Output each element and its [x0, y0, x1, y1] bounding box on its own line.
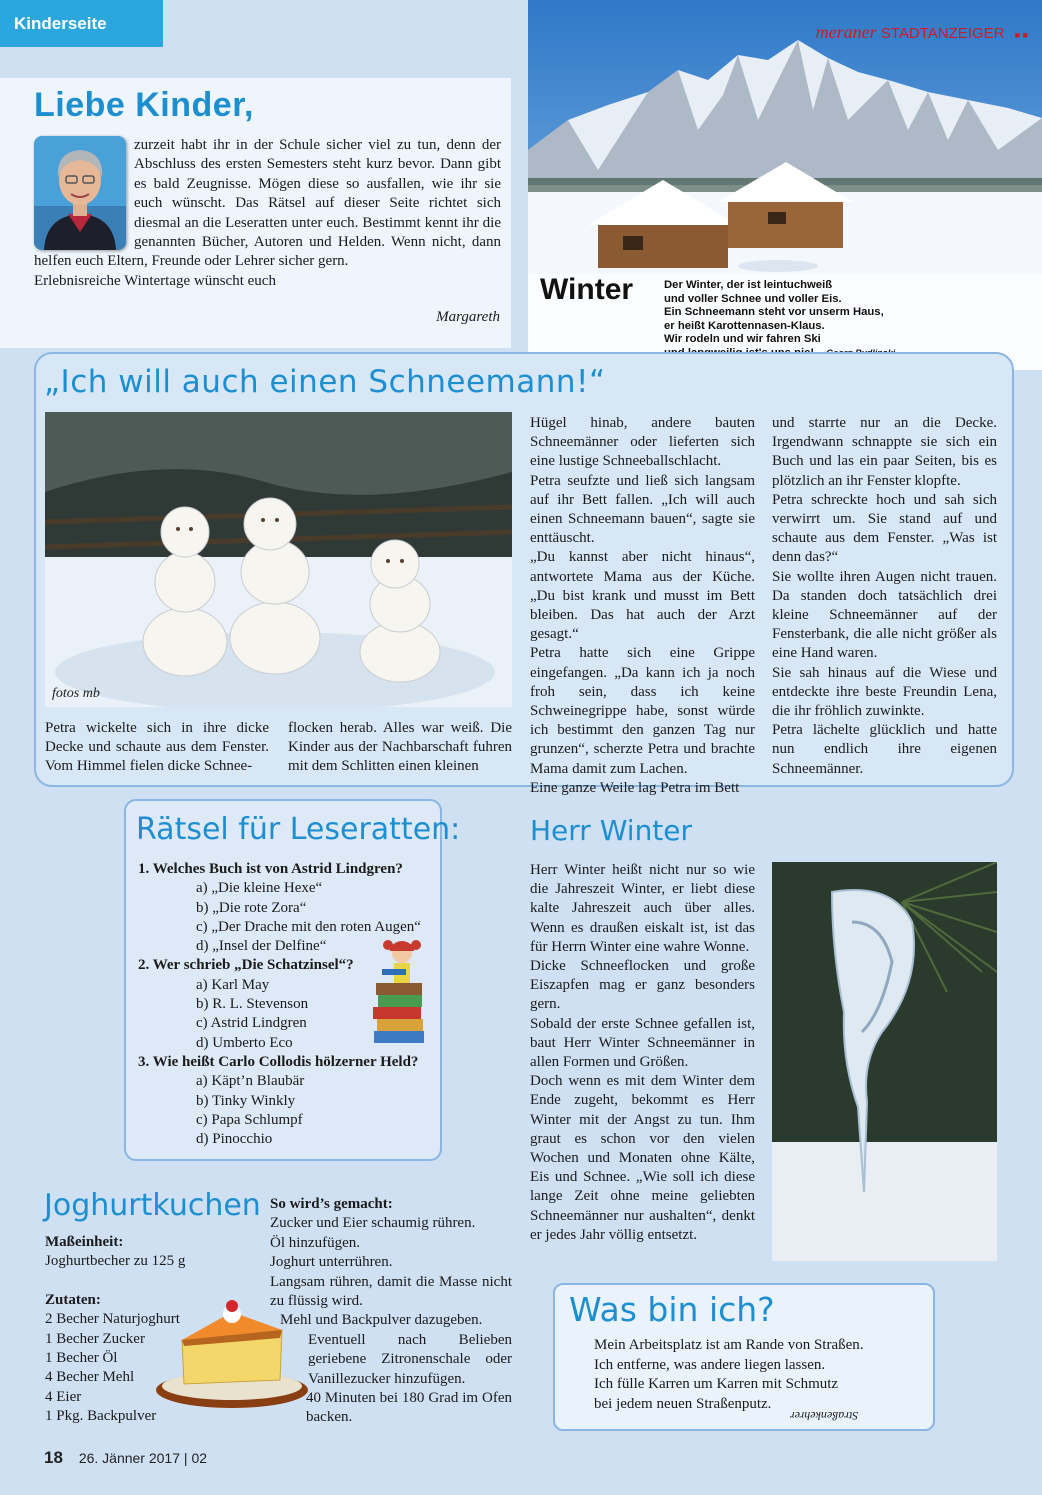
photo-credit: fotos mb [52, 686, 100, 701]
recipe-steps-label: So wird’s gemacht: [270, 1196, 393, 1212]
masthead-part1: meraner [815, 22, 877, 42]
story-paragraph: „Du kannst aber nicht hinaus“, antwortete Mama aus der Küche. „Du bist krank und musst im Bett bleiben. Das hat auch der Arzt gesagt.“ [530, 549, 755, 643]
herr-winter-text [530, 861, 755, 1245]
ingredient-item: 1 Pkg. Backpulver [45, 1408, 157, 1425]
page-number: 18 [44, 1448, 63, 1467]
herr-winter-title: Herr Winter [530, 814, 693, 847]
quiz-answer: c) Astrid Lindgren [196, 1015, 307, 1032]
quiz-answer: a) Karl May [196, 976, 270, 993]
recipe-unit-value: Joghurtbecher zu 125 g [45, 1253, 186, 1270]
quiz-answer: b) Tinky Winkly [196, 1092, 296, 1109]
recipe-ingredients-label: Zutaten: [45, 1291, 101, 1308]
story-paragraph: und starrte nur an die Decke. Irgendwann schnappte sie sich ein Buch und las ein paar Seiten, bis es plötzlich an ihr Fenster klopfte. [772, 415, 997, 489]
story-paragraph: Petra lächelte glücklich und hatte nun endlich ihre eigenen Schneemänner. [772, 722, 997, 777]
riddle-title: Was bin ich? [569, 1290, 775, 1329]
issue-number: 02 [191, 1450, 208, 1466]
quiz-answer: a) Käpt’n Blaubär [196, 1073, 305, 1090]
story-paragraph: Hügel hinab, andere bauten Schneemänner oder lieferten sich eine lustige Schneeballschlacht. [530, 415, 755, 470]
intro-text: zurzeit habt ihr in der Schule sicher viel zu tun, denn der Abschluss des ersten Semesters steht kurz bevor. Dann gibt es bald Zeugnisse. Mögen diese so ausfallen, wie ihr sie euch wünscht. Das Rätsel auf dieser Seite richtet sich diesmal an die Leseratten unter euch. Bestimmt kennt ihr die genannten Bücher, Autoren und Helden. Wenn nicht, dann helfen euch Eltern, Freunde oder Lehrer sicher gern. [34, 137, 501, 270]
herr-winter-paragraph: Herr Winter heißt nicht nur so wie die Jahreszeit Winter, er liebt diese kalte Jahreszeit auch über alles. Wenn es draußen eiskalt ist, ist das für Herrn Winter eine wahre Wonne. [530, 862, 755, 955]
story-column-4 [772, 414, 997, 779]
quiz-question: 3. Wie heißt Carlo Collodis hölzerner Held? [138, 1053, 419, 1070]
quiz-answer: d) Pinocchio [196, 1131, 273, 1148]
riddle-line: bei jedem neuen Straßenputz. [594, 1395, 772, 1412]
story-column-1: Petra wickelte sich in ihre dicke Decke und schaute aus dem Fenster. Vom Himmel fielen dicke Schnee- [45, 720, 269, 775]
ingredient-item: 4 Becher Mehl [45, 1369, 135, 1386]
intro-closing: Erlebnisreiche Wintertage wünscht euch [34, 272, 276, 289]
footer-separator: | [183, 1450, 192, 1466]
masthead-part2: STADTANZEIGER [880, 25, 1005, 42]
section-tab: Kinderseite [0, 0, 163, 47]
story-paragraph: Sie sah hinaus auf die Wiese und entdeckte ihre beste Freundin Lena, die ihr fröhlich zuwinkte. [772, 664, 997, 720]
recipe-step: Öl hinzufügen. [270, 1234, 360, 1251]
herr-winter-paragraph: Dicke Schneeflocken und große Eiszapfen mag er ganz besonders gern. [530, 958, 755, 1013]
herr-winter-paragraph: Doch wenn es mit dem Winter dem Ende zugeht, bekommt es Herr Winter mit der Angst zu tun. Ihm graut es schon vor den vielen Wochen und Monaten ohne Kälte, Eis und Schnee. „Wie soll ich diese lange Zeit ohne meine geliebten Schneemänner nur aushalten“, denkt er jedes Jahr völlig entsetzt. [530, 1073, 755, 1243]
recipe-step: Zucker und Eier schaumig rühren. [270, 1215, 476, 1232]
reading-girl-illustration [368, 935, 430, 1047]
ingredient-item: 2 Becher Naturjoghurt [45, 1311, 180, 1328]
recipe-step: Langsam rühren, damit die Masse nicht zu flüssig wird. [270, 1273, 512, 1310]
quiz-title: Rätsel für Leseratten: [136, 812, 461, 847]
poem-line: Ein Schneemann steht vor unserm Haus, [664, 306, 884, 319]
riddle-line: Ich entferne, was andere liegen lassen. [594, 1356, 826, 1373]
winter-heading: Winter [540, 273, 634, 306]
quiz-answer: b) R. L. Stevenson [196, 996, 309, 1013]
page-footer [44, 1448, 207, 1468]
snowmen-photo [45, 412, 512, 707]
ingredient-item: 4 Eier [45, 1388, 82, 1405]
riddle-answer: Straßenkehrer [790, 1409, 859, 1423]
story-column-2: flocken herab. Alles war weiß. Die Kinder aus der Nachbarschaft fuhren mit dem Schlitten einen kleinen [288, 720, 512, 775]
riddle-line: Ich fülle Karren um Karren mit Schmutz [594, 1376, 839, 1393]
story-column-3 [530, 414, 755, 798]
intro-signature: Margareth [436, 309, 500, 325]
recipe-step: Mehl und Backpulver dazugeben. [280, 1312, 483, 1329]
story-paragraph: Sie wollte ihren Augen nicht trauen. Da standen doch tatsächlich drei kleine Schneemänner auf der Fensterbank, die alle nicht größer als eine Hand waren. [772, 568, 997, 662]
herr-winter-paragraph: Sobald der erste Schnee gefallen ist, baut Herr Winter Schneemänner in allen Formen und Größen. [530, 1015, 755, 1071]
ingredient-item: 1 Becher Zucker [45, 1330, 145, 1347]
poem-line: Der Winter, der ist leintuchweiß [664, 279, 833, 291]
riddle-poem [594, 1336, 864, 1414]
masthead-logo [816, 22, 1028, 43]
recipe-steps [270, 1195, 512, 1428]
poem-line: Wir rodeln und wir fahren Ski [664, 333, 821, 346]
recipe-step: Eventuell nach Belieben geriebene Zitronenschale oder Vanillezucker hinzufügen. [308, 1331, 512, 1387]
recipe-step: Joghurt unterrühren. [270, 1254, 393, 1271]
poem-line: und voller Schnee und voller Eis. [664, 292, 842, 305]
recipe-step: 40 Minuten bei 180 Grad im Ofen backen. [306, 1390, 512, 1426]
winter-poem [664, 279, 895, 361]
quiz-question: 2. Wer schrieb „Die Schatzinsel“? [138, 957, 354, 974]
quiz-answer: a) „Die kleine Hexe“ [196, 880, 323, 897]
icicle-photo [772, 862, 997, 1261]
riddle-line: Mein Arbeitsplatz ist am Rande von Straßen. [594, 1337, 864, 1353]
quiz-answer: b) „Die rote Zora“ [196, 899, 307, 916]
story-paragraph: Petra schreckte hoch und sah sich verwirrt um. Sie stand auf und schaute aus dem Fenster. „Was ist denn das?“ [772, 491, 997, 566]
intro-text-block [34, 136, 501, 291]
issue-date: 26. Jänner 2017 [78, 1450, 181, 1466]
masthead-marks: ■ ■ [1014, 30, 1028, 40]
quiz-answer: d) „Insel der Delfine“ [196, 938, 327, 955]
quiz-answer: c) „Der Drache mit den roten Augen“ [196, 918, 421, 935]
quiz-answer: d) Umberto Eco [196, 1034, 293, 1051]
quiz-question: 1. Welches Buch ist von Astrid Lindgren? [138, 861, 403, 877]
recipe-unit-label: Maßeinheit: [45, 1234, 124, 1250]
story-paragraph: Petra hatte sich eine Grippe eingefangen. „Da kann ich ja noch froh sein, dass ich keine Schweinegrippe habe, sonst würde ich bestimmt den ganzen Tag nur grunzen“, scherzte Petra und brachte Mama damit zum Lachen. [530, 645, 755, 777]
intro-title: Liebe Kinder, [34, 86, 254, 124]
story-title: „Ich will auch einen Schneemann!“ [44, 364, 606, 400]
story-paragraph: Petra seufzte und ließ sich langsam auf ihr Bett fallen. „Ich will auch einen Schneemann bauen“, sagte sie enttäuscht. [530, 472, 755, 547]
poem-line: er heißt Karottennasen-Klaus. [664, 319, 825, 332]
quiz-answer: c) Papa Schlumpf [196, 1111, 303, 1128]
story-paragraph: Eine ganze Weile lag Petra im Bett [530, 779, 740, 796]
ingredient-item: 1 Becher Öl [45, 1350, 118, 1367]
recipe-title: Joghurtkuchen [44, 1188, 261, 1223]
